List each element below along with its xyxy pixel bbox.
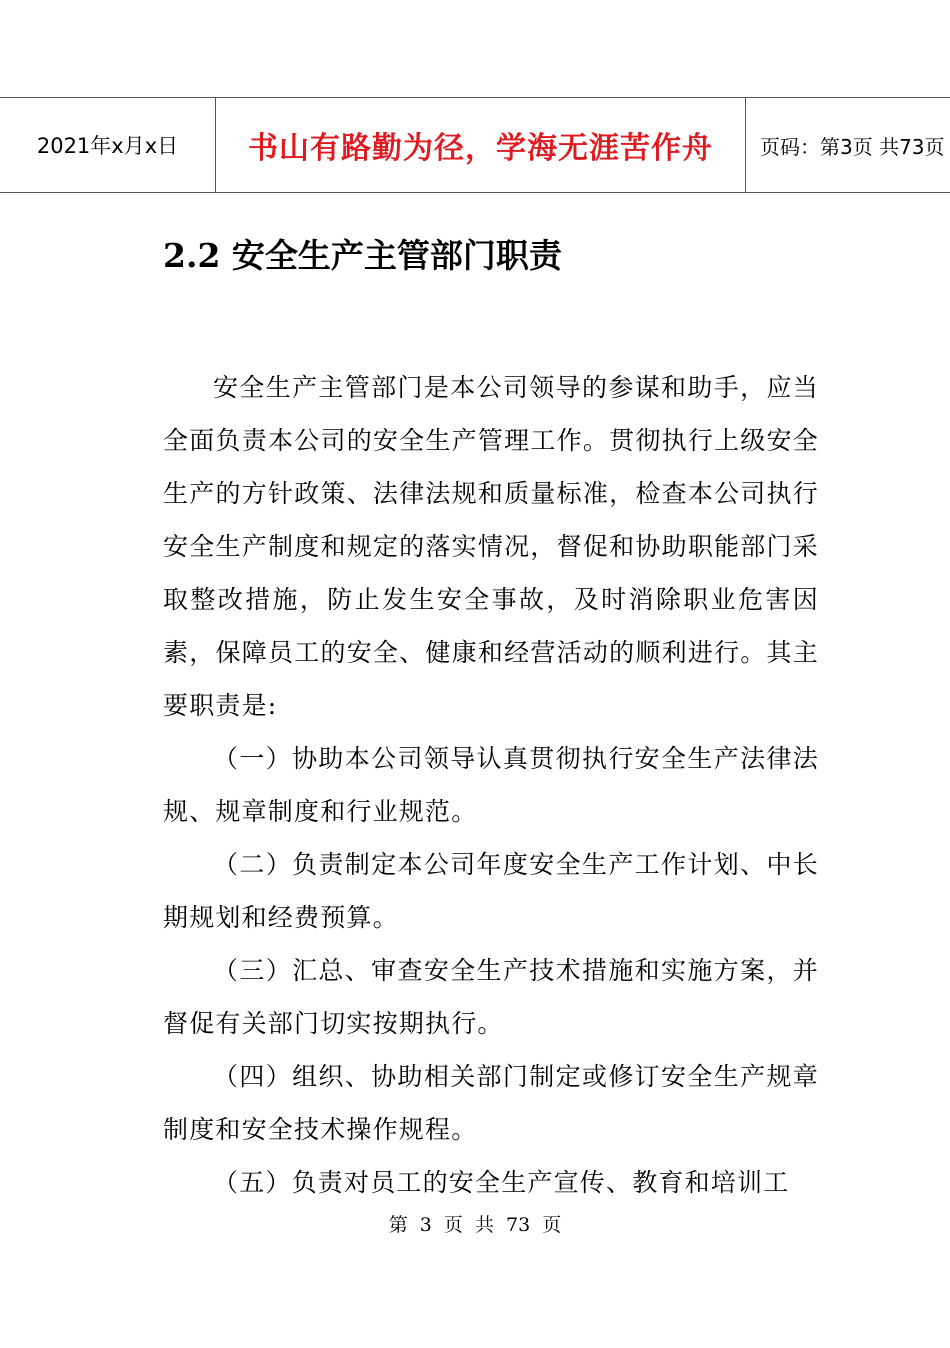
paragraph-intro: 安全生产主管部门是本公司领导的参谋和助手，应当全面负责本公司的安全生产管理工作。贯彻执行上级安全生产的方针政策、法律法规和质量标准，检查本公司执行安全生产制度和规定的落实情况，督促和协助职能部门采取整改措施，防止发生安全事故，及时消除职业危害因素，保障员工的安全、健康和经营活动的顺利进行。其主要职责是:	[163, 373, 819, 720]
paragraph-item-5: （五）负责对员工的安全生产宣传、教育和培训工	[213, 1168, 790, 1197]
header-page-info: 页码：第3页 共73页	[760, 134, 945, 159]
paragraph-item-3: （三）汇总、审查安全生产技术措施和实施方案，并督促有关部门切实按期执行。	[163, 956, 819, 1038]
header-motto: 书山有路勤为径，学海无涯苦作舟	[215, 98, 746, 192]
page-header	[0, 97, 950, 193]
document-body	[163, 361, 819, 1209]
paragraph-item-1: （一）协助本公司领导认真贯彻执行安全生产法律法规、规章制度和行业规范。	[163, 744, 819, 826]
header-date: 2021年x月x日	[36, 134, 179, 158]
section-title: 2.2 安全生产主管部门职责	[163, 236, 562, 275]
paragraph-item-4: （四）组织、协助相关部门制定或修订安全生产规章制度和安全技术操作规程。	[163, 1062, 819, 1144]
paragraph-item-2: （二）负责制定本公司年度安全生产工作计划、中长期规划和经费预算。	[163, 850, 819, 932]
page-footer: 第 3 页 共 73 页	[388, 1214, 562, 1236]
